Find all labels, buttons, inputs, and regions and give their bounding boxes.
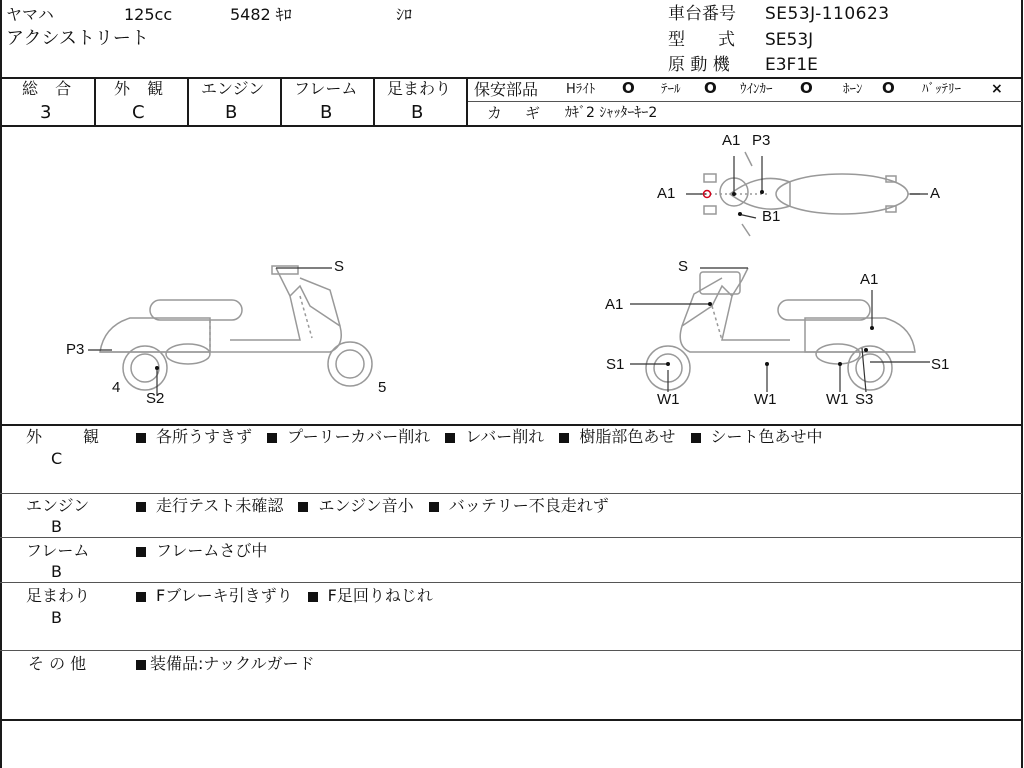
left-label-s: S bbox=[334, 258, 345, 275]
note-grade: B bbox=[51, 608, 62, 627]
suspension-value: B bbox=[411, 102, 424, 123]
safety-mark-winker: O bbox=[800, 79, 813, 97]
note-item: プーリーカバー削れ bbox=[287, 427, 431, 446]
safety-mark-horn: O bbox=[882, 79, 895, 97]
note-item: フレームさび中 bbox=[156, 541, 268, 560]
right-label-w1-front: W1 bbox=[657, 391, 680, 408]
bullet-icon bbox=[298, 502, 308, 512]
frame-number-value: SE53J-110623 bbox=[765, 4, 890, 24]
mileage: 5482 ｷﾛ bbox=[230, 5, 292, 24]
safety-item-tail: ﾃｰﾙ bbox=[661, 82, 681, 97]
note-title: そ の 他 bbox=[28, 654, 87, 673]
bullet-icon bbox=[429, 502, 439, 512]
bullet-icon bbox=[691, 433, 701, 443]
safety-mark-tail: O bbox=[704, 79, 717, 97]
col-div-3 bbox=[280, 77, 282, 126]
frame-number-label: 車台番号 bbox=[668, 4, 736, 24]
right-label-a1-rear: A1 bbox=[860, 271, 879, 288]
note-item: 走行テスト未確認 bbox=[156, 496, 284, 515]
frame-value: B bbox=[320, 102, 333, 123]
displacement: 125cc bbox=[124, 5, 173, 24]
bullet-icon bbox=[136, 592, 146, 602]
overall-label: 総 合 bbox=[22, 79, 78, 98]
left-label-5: 5 bbox=[378, 379, 387, 396]
model-name: アクシストリート bbox=[6, 28, 149, 49]
bullet-icon bbox=[559, 433, 569, 443]
engine-model-value: E3F1E bbox=[765, 55, 818, 75]
key-label: カ ギ bbox=[487, 104, 545, 122]
note-item: F足回りねじれ bbox=[327, 586, 433, 605]
col-div-5 bbox=[466, 77, 468, 126]
bullet-icon bbox=[267, 433, 277, 443]
bullet-icon bbox=[308, 592, 318, 602]
model-type-label: 型 式 bbox=[668, 30, 743, 50]
note-grade: C bbox=[51, 449, 63, 468]
top-label-p3: P3 bbox=[752, 132, 771, 149]
bullet-icon bbox=[445, 433, 455, 443]
note-items bbox=[136, 429, 823, 445]
note-item: 各所うすきず bbox=[156, 427, 253, 446]
note-title: エンジン bbox=[26, 496, 90, 515]
note-item: バッテリー不良走れず bbox=[448, 496, 609, 515]
top-label-a1-left: A1 bbox=[657, 185, 676, 202]
model-type-value: SE53J bbox=[765, 30, 814, 50]
rule-safety-mid bbox=[468, 101, 1022, 102]
note-items bbox=[136, 498, 609, 514]
rule-notes-3 bbox=[0, 582, 1022, 583]
note-items bbox=[136, 588, 433, 604]
rule-notes-2 bbox=[0, 537, 1022, 538]
frame-label: フレーム bbox=[294, 79, 358, 98]
rule-notes-4 bbox=[0, 650, 1022, 651]
safety-mark-headlight: O bbox=[622, 79, 635, 97]
right-label-s: S bbox=[678, 258, 689, 275]
col-div-1 bbox=[94, 77, 96, 126]
rule-notes-1 bbox=[0, 493, 1022, 494]
right-label-w1-mid: W1 bbox=[754, 391, 777, 408]
note-item: エンジン音小 bbox=[318, 496, 414, 515]
engine-value: B bbox=[225, 102, 238, 123]
key-value: ｶｷﾞ2 ｼｬｯﾀｰｷｰ2 bbox=[565, 105, 658, 121]
left-label-p3: P3 bbox=[66, 341, 85, 358]
note-grade: B bbox=[51, 517, 62, 536]
note-item: Fブレーキ引きずり bbox=[156, 586, 293, 605]
safety-item-winker: ｳｲﾝｶｰ bbox=[740, 82, 773, 97]
bullet-icon bbox=[136, 433, 146, 443]
top-label-a1: A1 bbox=[722, 132, 741, 149]
left-label-4: 4 bbox=[112, 379, 121, 396]
col-div-2 bbox=[187, 77, 189, 126]
left-view-scooter bbox=[100, 266, 372, 390]
note-items bbox=[136, 543, 267, 559]
note-item: シート色あせ中 bbox=[710, 427, 823, 446]
overall-value: 3 bbox=[40, 102, 52, 123]
suspension-label: 足まわり bbox=[387, 79, 452, 98]
exterior-value: C bbox=[132, 102, 145, 123]
safety-item-horn: ﾎｰﾝ bbox=[843, 82, 863, 97]
left-label-s2: S2 bbox=[146, 390, 165, 407]
rule-notes-top bbox=[0, 424, 1023, 426]
bullet-icon bbox=[136, 547, 146, 557]
top-label-b1: B1 bbox=[762, 208, 781, 225]
maker: ヤマハ bbox=[6, 5, 54, 24]
exterior-label: 外 観 bbox=[114, 79, 170, 98]
safety-item-battery: ﾊﾞｯﾃﾘｰ bbox=[922, 82, 961, 97]
right-label-s3: S3 bbox=[855, 391, 874, 408]
engine-model-label: 原 動 機 bbox=[668, 55, 730, 75]
right-label-a1: A1 bbox=[605, 296, 624, 313]
note-title: 足まわり bbox=[26, 586, 91, 605]
bullet-icon bbox=[136, 502, 146, 512]
note-item: 装備品:ナックルガード bbox=[150, 654, 315, 673]
note-item: 樹脂部色あせ bbox=[579, 427, 676, 446]
note-title: フレーム bbox=[26, 541, 90, 560]
note-title: 外 観 bbox=[26, 427, 103, 446]
right-label-s1-front: S1 bbox=[606, 356, 625, 373]
color: ｼﾛ bbox=[396, 5, 413, 24]
safety-label: 保安部品 bbox=[474, 80, 539, 99]
safety-item-headlight: Hﾗｲﾄ bbox=[566, 82, 596, 97]
col-div-4 bbox=[373, 77, 375, 126]
note-items bbox=[136, 656, 315, 672]
engine-label: エンジン bbox=[201, 79, 265, 98]
note-grade: B bbox=[51, 562, 62, 581]
right-label-w1-rear: W1 bbox=[826, 391, 849, 408]
top-label-a: A bbox=[930, 185, 941, 202]
bullet-icon bbox=[136, 660, 146, 670]
right-label-s1-rear: S1 bbox=[931, 356, 950, 373]
safety-mark-battery: × bbox=[991, 81, 1003, 97]
rule-notes-bottom bbox=[0, 719, 1023, 721]
note-item: レバー削れ bbox=[465, 427, 545, 446]
